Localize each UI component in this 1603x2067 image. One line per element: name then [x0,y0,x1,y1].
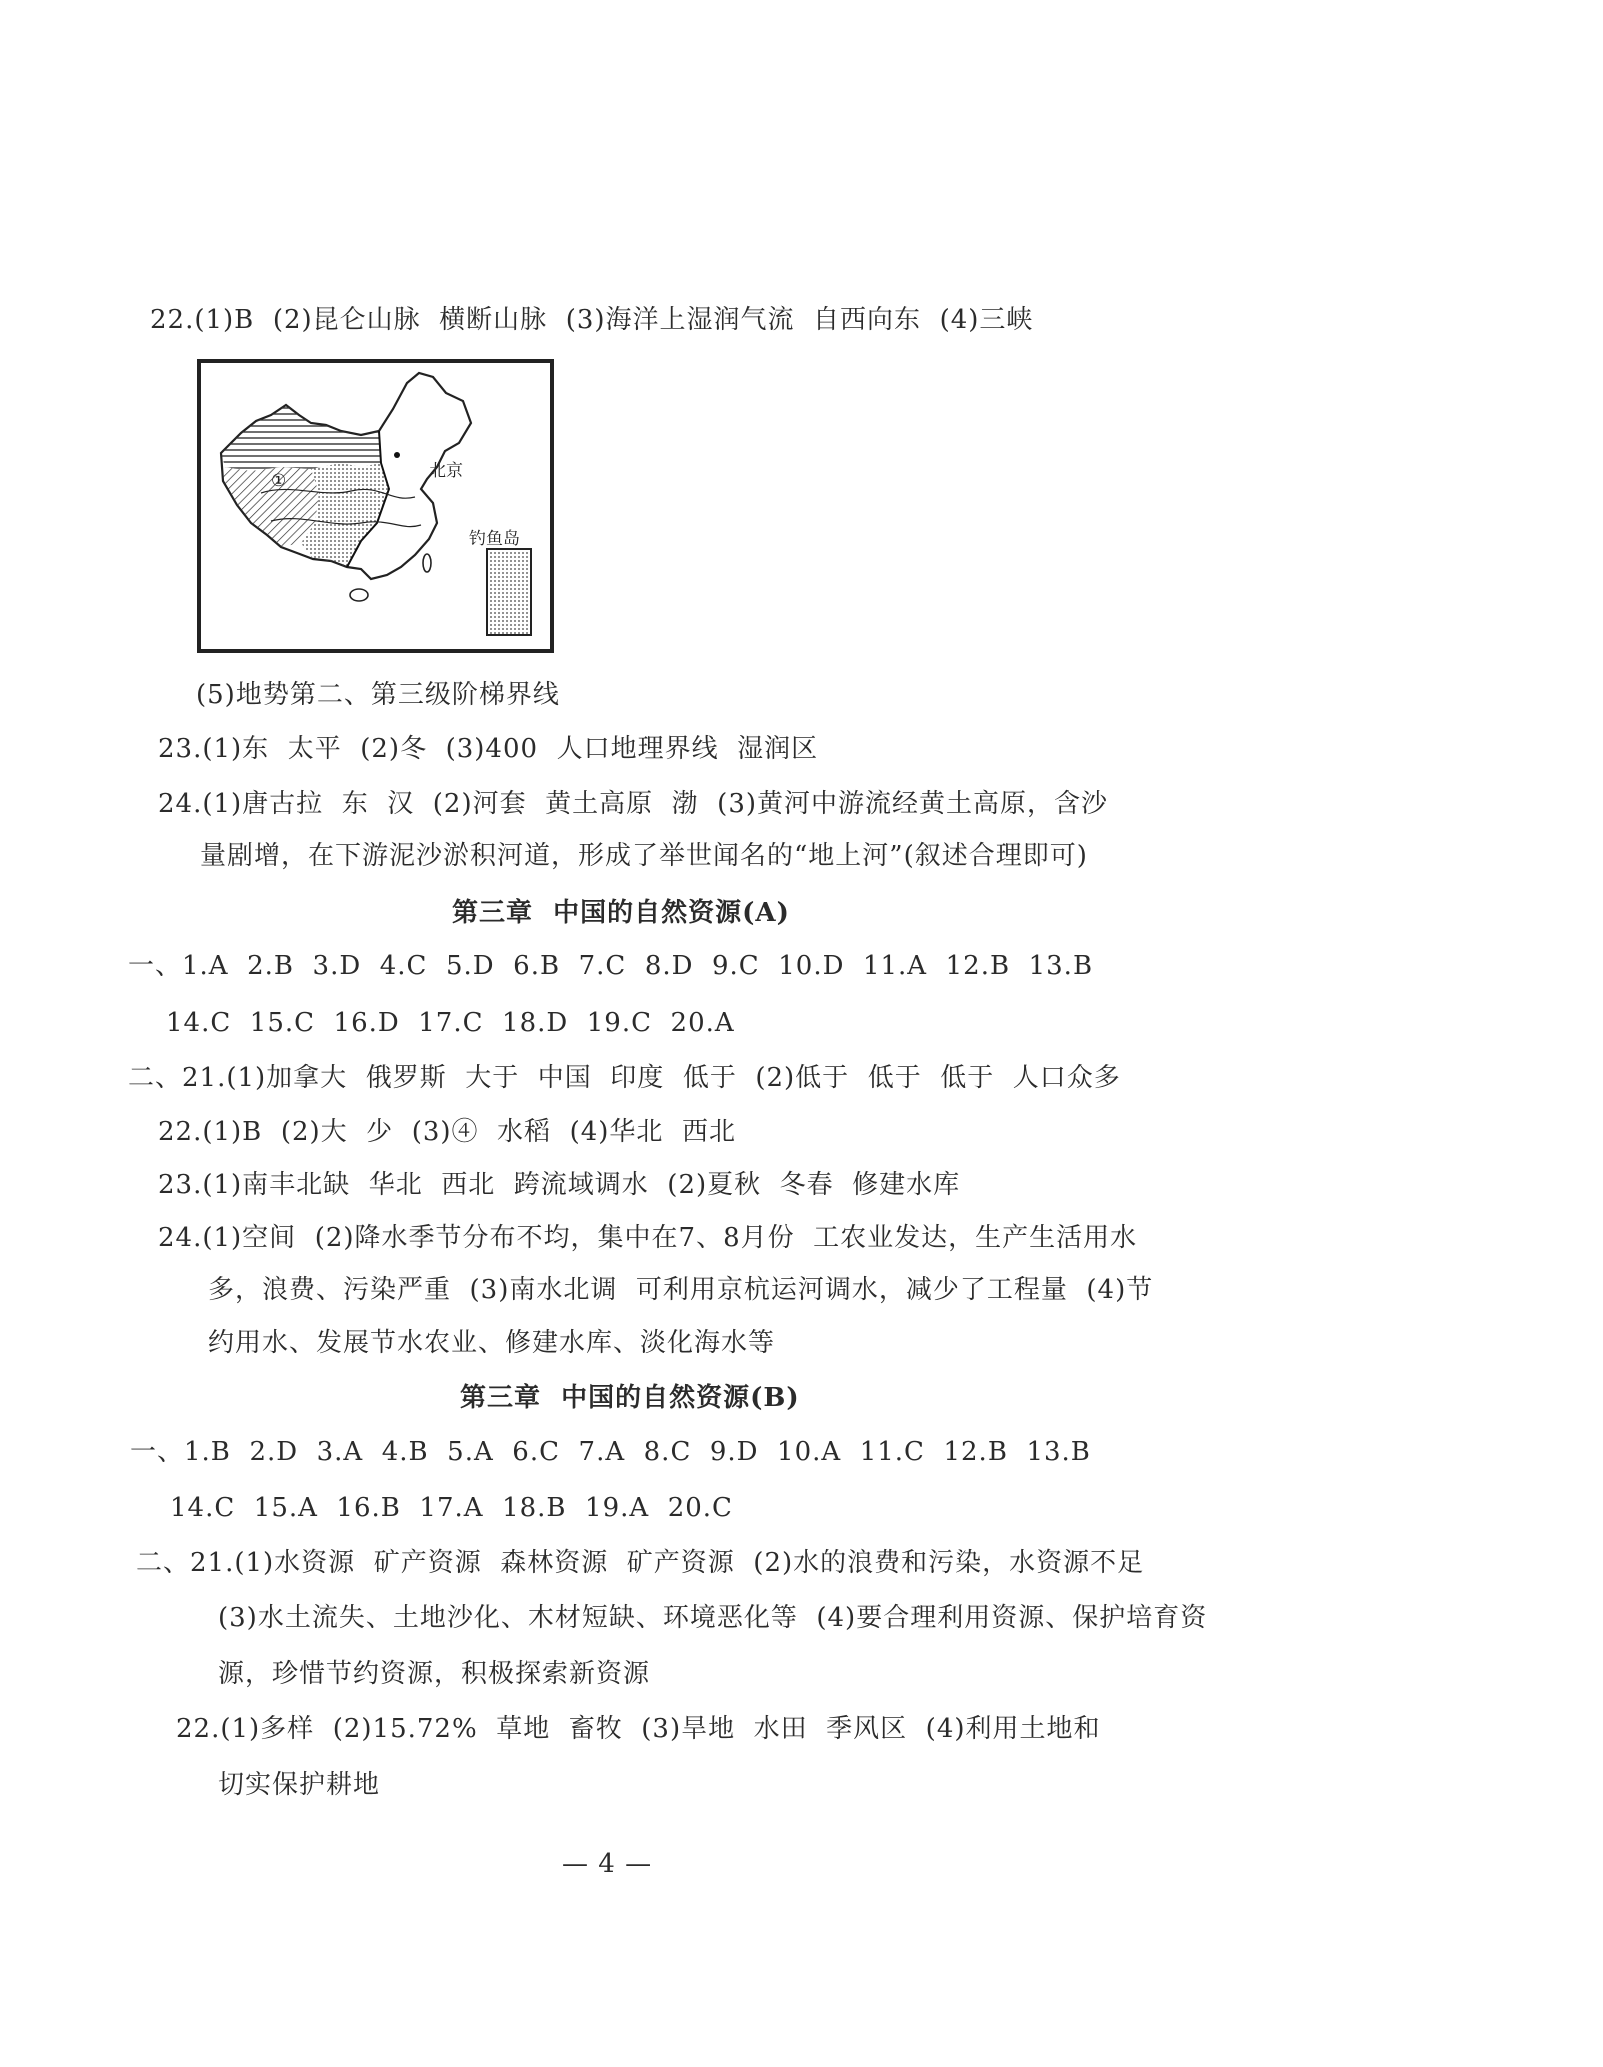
china-map-figure [197,359,554,653]
answer-q23: 23.(1)东 太平 (2)冬 (3)400 人口地理界线 湿润区 [158,734,819,764]
answer-q22-part5: (5)地势第二、第三级阶梯界线 [196,680,560,710]
section-a-q23: 23.(1)南丰北缺 华北 西北 跨流域调水 (2)夏秋 冬春 修建水库 [158,1170,961,1200]
section-b-q21-line3: 源，珍惜节约资源，积极探索新资源 [218,1659,651,1689]
answer-q22-line: 22.(1)B (2)昆仑山脉 横断山脉 (3)海洋上湿润气流 自西向东 (4)三峡 [150,305,1034,335]
section-a-q22: 22.(1)B (2)大 少 (3)④ 水稻 (4)华北 西北 [158,1117,736,1147]
section-title-a: 第三章 中国的自然资源(A) [452,898,790,928]
map-label-beijing: 北京 [429,461,463,481]
page-number: — 4 — [562,1849,653,1879]
taiwan-island [423,554,431,572]
section-a-q24-line3: 约用水、发展节水农业、修建水库、淡化海水等 [208,1328,776,1358]
china-map-svg [201,363,550,649]
section-b-q21-line2: (3)水土流失、土地沙化、木材短缺、环境恶化等 (4)要合理利用资源、保护培育资 [218,1603,1208,1633]
answer-q24-line1: 24.(1)唐古拉 东 汉 (2)河套 黄土高原 渤 (3)黄河中游流经黄土高原，含沙 [158,789,1109,819]
map-label-diaoyu: 钓鱼岛 [469,529,520,549]
hainan-island [350,589,368,601]
section-a-q24-line2: 多，浪费、污染严重 (3)南水北调 可利用京杭运河调水，减少了工程量 (4)节 [208,1275,1154,1305]
section-a-q21: 二、21.(1)加拿大 俄罗斯 大于 中国 印度 低于 (2)低于 低于 低于 人口众多 [128,1063,1121,1093]
section-b-q22-line2: 切实保护耕地 [218,1770,381,1800]
section-a-choice-line2: 14.C 15.C 16.D 17.C 18.D 19.C 20.A [166,1008,735,1038]
map-label-one: ① [271,471,287,491]
section-title-b: 第三章 中国的自然资源(B) [460,1383,800,1413]
section-b-q22-line1: 22.(1)多样 (2)15.72% 草地 畜牧 (3)旱地 水田 季风区 (4)利用土地和 [176,1714,1101,1744]
section-b-q21-line1: 二、21.(1)水资源 矿产资源 森林资源 矿产资源 (2)水的浪费和污染，水资源不足 [136,1548,1145,1578]
northwest-region [221,405,381,471]
beijing-dot [394,452,400,458]
answer-q24-line2: 量剧增，在下游泥沙淤积河道，形成了举世闻名的“地上河”(叙述合理即可) [200,841,1088,871]
section-b-choice-line1: 一、1.B 2.D 3.A 4.B 5.A 6.C 7.A 8.C 9.D 10.A 11.C 12.B 13.B [130,1437,1091,1467]
section-a-choice-line1: 一、1.A 2.B 3.D 4.C 5.D 6.B 7.C 8.D 9.C 10.D 11.A 12.B 13.B [128,951,1094,981]
section-a-q24-line1: 24.(1)空间 (2)降水季节分布不均，集中在7、8月份 工农业发达，生产生活用水 [158,1223,1138,1253]
section-b-choice-line2: 14.C 15.A 16.B 17.A 18.B 19.A 20.C [170,1493,733,1523]
south-sea-inset [487,549,531,635]
